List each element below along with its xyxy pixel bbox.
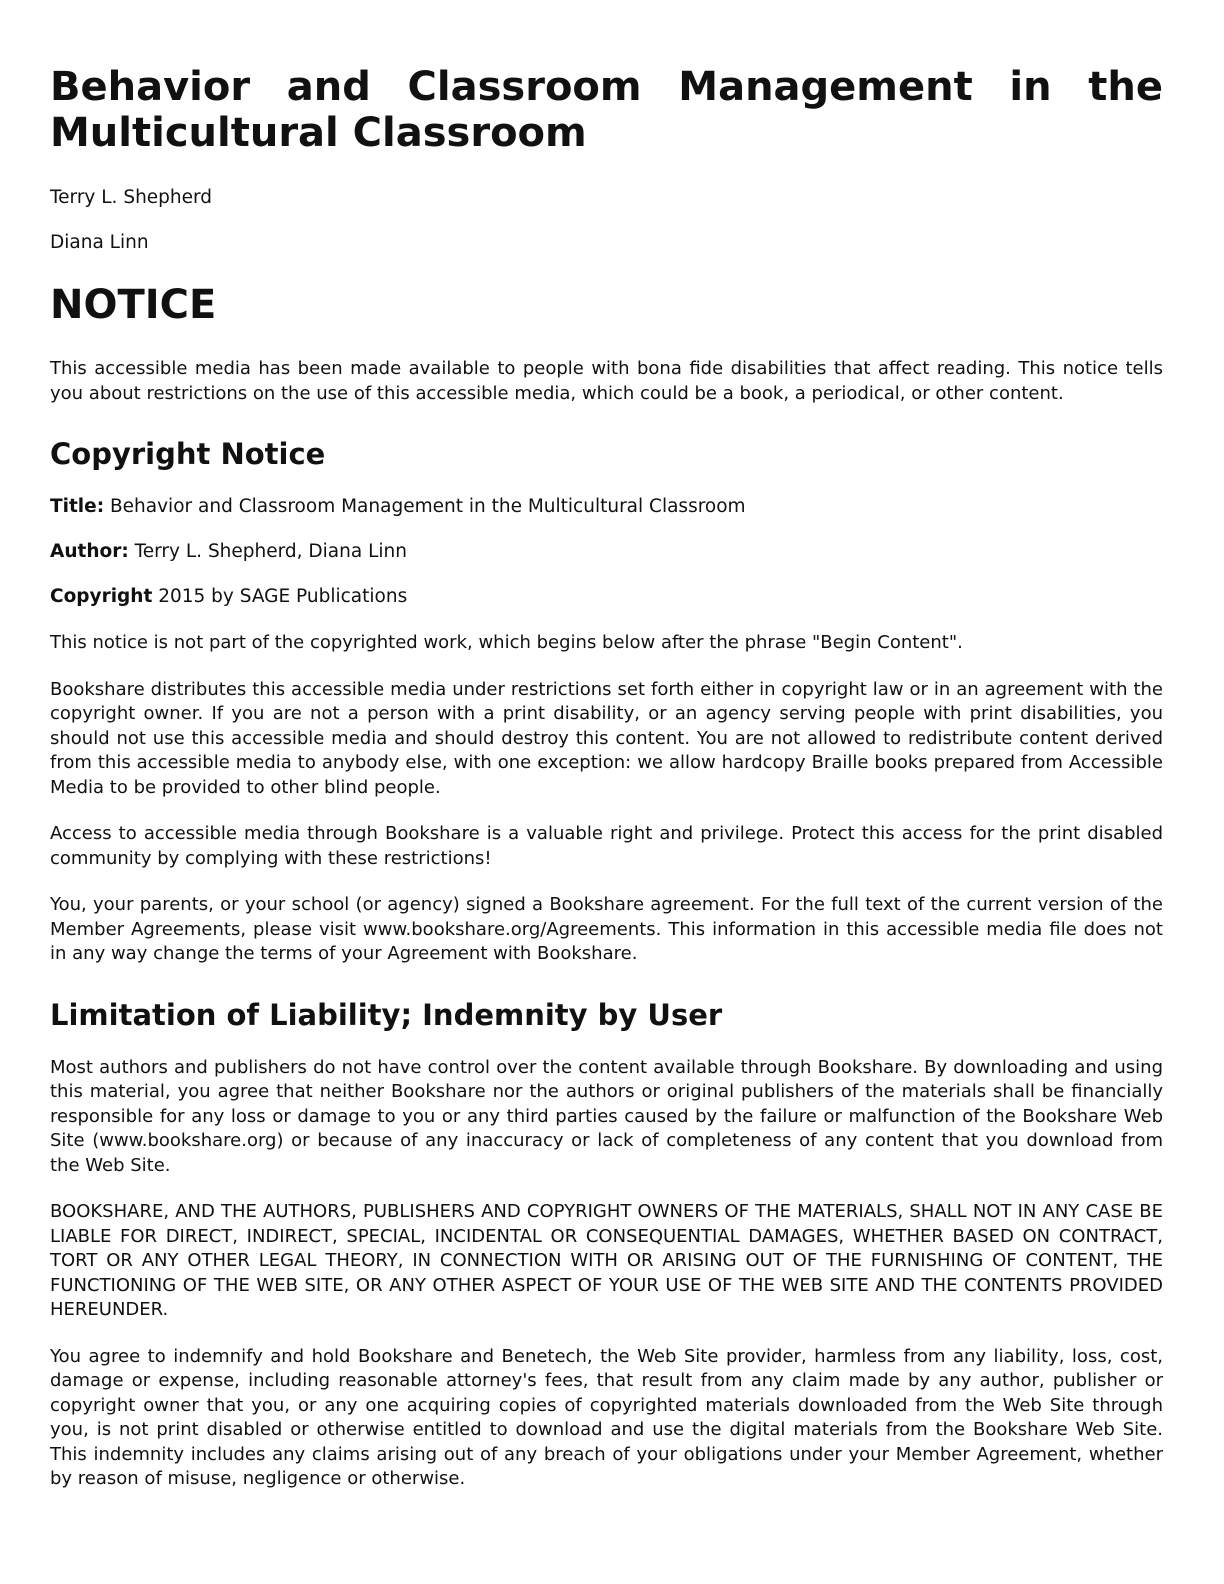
notice-intro-paragraph: This accessible media has been made available to people with bona fide disabilities that affect reading. This notice tells you about restrictions on the use of this accessible media, which could be a book, a periodical, or other content. [50, 358, 1163, 404]
title-value: Behavior and Classroom Management in the Multicultural Classroom [104, 496, 746, 517]
copyright-line [50, 585, 1163, 609]
copyright-value: 2015 by SAGE Publications [152, 586, 408, 607]
author-line [50, 540, 1163, 564]
notice-paragraph: Access to accessible media through Bookshare is a valuable right and privilege. Protect this access for the print disabled community by complying with these restrictions! [50, 823, 1163, 869]
book-title: Behavior and Classroom Management in the Multicultural Classroom [50, 64, 1163, 156]
author-name: Diana Linn [50, 232, 149, 253]
notice-paragraph: You, your parents, or your school (or agency) signed a Bookshare agreement. For the full text of the current version of the Member Agreements, please visit www.bookshare.org/Agreements. This information in this accessible media file does not in any way change the terms of your Agreement with Bookshare. [50, 894, 1163, 964]
notice-paragraph: Bookshare distributes this accessible media under restrictions set forth either in copyright law or in an agreement with the copyright owner. If you are not a person with a print disability, or an agency serving people with print disabilities, you should not use this accessible media and should destroy this content. You are not allowed to redistribute content derived from this accessible media to anybody else, with one exception: we allow hardcopy Braille books prepared from Accessible Media to be provided to other blind people. [50, 678, 1163, 798]
author-value: Terry L. Shepherd, Diana Linn [128, 541, 407, 562]
liability-paragraph: Most authors and publishers do not have control over the content available through Bookshare. By downloading and using this material, you agree that neither Bookshare nor the authors or original publishers of the materials shall be financially responsible for any loss or damage to you or any third parties caused by the failure or malfunction of the Bookshare Web Site (www.bookshare.org) or because of any inaccuracy or lack of completeness of any content that you download from the Web Site. [50, 1056, 1163, 1176]
author-label: Author: [50, 541, 129, 562]
notice-paragraph: This notice is not part of the copyrighted work, which begins below after the phrase "Begin Content". [50, 632, 963, 653]
liability-paragraph: BOOKSHARE, AND THE AUTHORS, PUBLISHERS AND COPYRIGHT OWNERS OF THE MATERIALS, SHALL NOT IN ANY CASE BE LIABLE FOR DIRECT, INDIRECT, SPECIAL, INCIDENTAL OR CONSEQUENTIAL DAMAGES, WHETHER BASED ON CONTRACT, TORT OR ANY OTHER LEGAL THEORY, IN CONNECTION WITH OR ARISING OUT OF THE FURNISHING OF CONTENT, THE FUNCTIONING OF THE WEB SITE, OR ANY OTHER ASPECT OF YOUR USE OF THE WEB SITE AND THE CONTENTS PROVIDED HEREUNDER. [50, 1201, 1163, 1320]
notice-heading: NOTICE [50, 282, 217, 328]
title-line [50, 495, 1163, 519]
title-label: Title: [50, 496, 105, 517]
copyright-label: Copyright [50, 586, 153, 607]
liability-heading: Limitation of Liability; Indemnity by User [50, 997, 723, 1032]
author-name: Terry L. Shepherd [50, 187, 213, 208]
liability-paragraph: You agree to indemnify and hold Bookshare and Benetech, the Web Site provider, harmless from any liability, loss, cost, damage or expense, including reasonable attorney's fees, that result from any claim made by any author, publisher or copyright owner that you, or any one acquiring copies of copyrighted materials downloaded from the Web Site through you, is not print disabled or otherwise entitled to download and use the digital materials from the Bookshare Web Site. This indemnity includes any claims arising out of any breach of your obligations under your Member Agreement, whether by reason of misuse, negligence or otherwise. [50, 1345, 1163, 1489]
copyright-notice-heading: Copyright Notice [50, 437, 326, 471]
